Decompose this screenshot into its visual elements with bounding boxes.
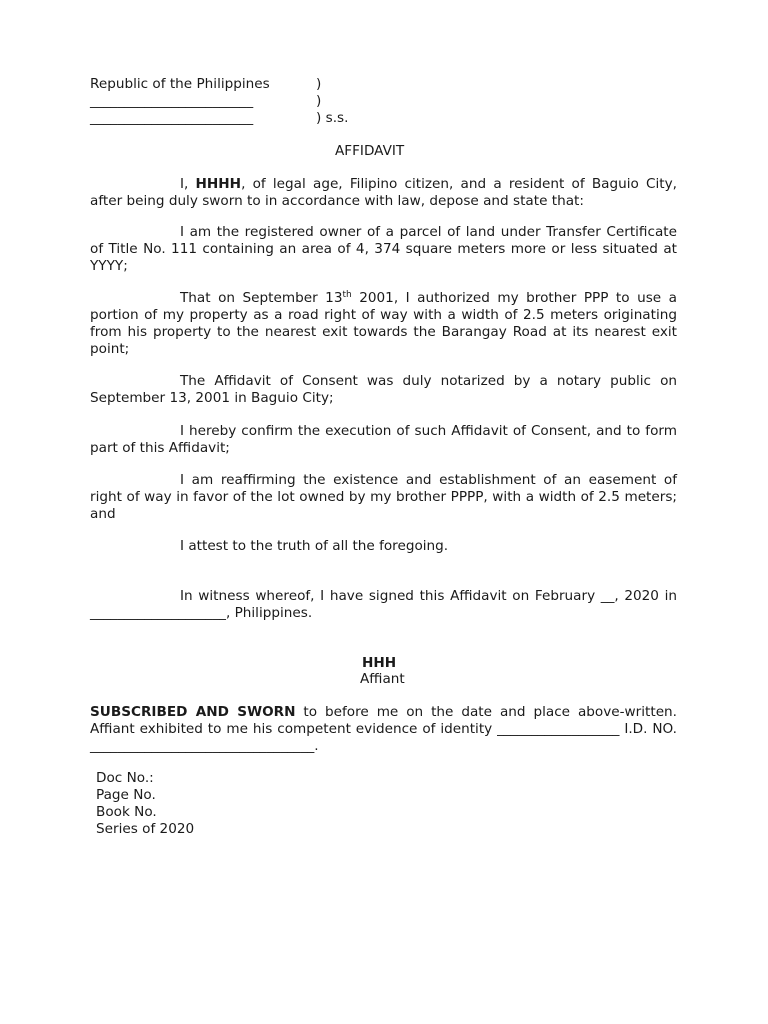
- affiant-name: HHHH: [195, 176, 242, 192]
- paragraph-notarization-text: The Affidavit of Consent was duly notarized by a notary public on September 13, 2001 in Baguio City;: [90, 373, 677, 406]
- paragraph-confirmation-text: I hereby confirm the execution of such Affidavit of Consent, and to form part of this Affidavit;: [90, 423, 677, 456]
- signature-role: Affiant: [360, 671, 405, 687]
- venue-line-1: Republic of the Philippines: [90, 76, 270, 92]
- intro-post: , of legal age, Filipino citizen, and a resident of Baguio City, after being duly sworn to in accordance with law, depose and state that:: [90, 176, 677, 209]
- paragraph-attestation: [90, 538, 677, 555]
- paragraph-easement-text: I am reaffirming the existence and establishment of an easement of right of way in favor of the lot owned by my brother PPPP, with a width of 2.5 meters; and: [90, 472, 677, 522]
- jurat-text: to before me on the date and place above-written. Affiant exhibited to me his competent evidence of identity __________________ I.D. NO. _________________________________.: [90, 704, 677, 754]
- venue-line-3: ________________________: [90, 110, 254, 126]
- notarial-book-no: Book No.: [96, 804, 157, 820]
- document-title: AFFIDAVIT: [335, 143, 405, 159]
- venue-line-2: ________________________: [90, 93, 254, 109]
- paragraph-authorization-pre: That on September 13: [180, 290, 343, 306]
- paragraph-easement: [90, 472, 677, 523]
- paragraph-ownership-text: I am the registered owner of a parcel of land under Transfer Certificate of Title No. 111 containing an area of 4, 374 square meters more or less situated at YYYY;: [90, 224, 677, 274]
- paragraph-notarization: [90, 373, 677, 407]
- ordinal-suffix: th: [342, 290, 352, 300]
- paragraph-authorization-post: 2001, I authorized my brother PPP to use a portion of my property as a road right of way with a width of 2.5 meters originating from his property to the nearest exit towards the Barangay Road at its nearest exit point;: [90, 290, 677, 357]
- jurat-paragraph: [90, 704, 677, 755]
- notarial-series: Series of 2020: [96, 821, 195, 837]
- intro-paragraph: [90, 176, 677, 210]
- paragraph-witness-text: In witness whereof, I have signed this Affidavit on February __, 2020 in ____________________, Philippines.: [90, 588, 677, 621]
- paragraph-ownership: [90, 224, 677, 275]
- notarial-doc-no: Doc No.:: [96, 770, 154, 786]
- paragraph-witness: [90, 588, 677, 622]
- jurat-heading: SUBSCRIBED AND SWORN: [90, 704, 296, 720]
- paragraph-attestation-text: I attest to the truth of all the foregoing.: [180, 538, 449, 554]
- venue-paren-3: ) s.s.: [316, 110, 349, 126]
- intro-pre: I,: [180, 176, 196, 192]
- venue-paren-2: ): [316, 93, 322, 109]
- paragraph-authorization: [90, 290, 677, 358]
- paragraph-confirmation: [90, 423, 677, 457]
- signature-name: HHH: [362, 655, 397, 671]
- venue-paren-1: ): [316, 76, 322, 92]
- notarial-page-no: Page No.: [96, 787, 156, 803]
